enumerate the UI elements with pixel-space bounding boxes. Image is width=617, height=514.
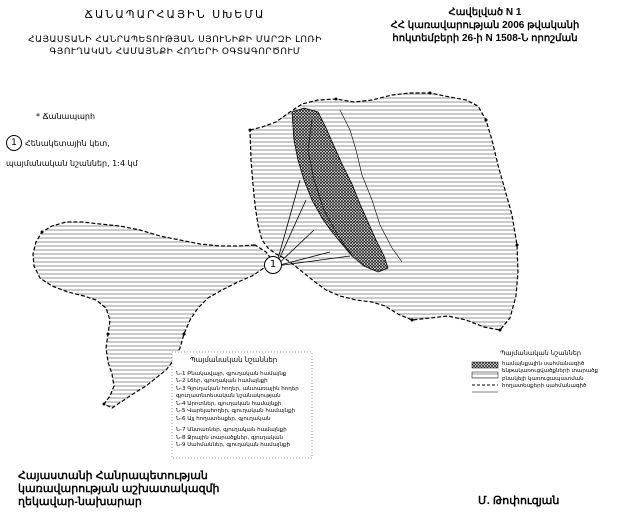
legend-marker-row (6, 135, 138, 151)
legend-item: Ն-5 Վարելահողեր, գյուղական համայնքի (176, 408, 296, 414)
legend-item: Ն-2 Լճեր, գյուղական համայնքի (176, 378, 268, 384)
legend-marker-icon: 1 (6, 135, 22, 151)
annex-number: Հավելված N 1 (448, 7, 522, 18)
legend-heading: * Ճանապարհ (36, 112, 96, 121)
annex-decree-date: հոկտեմբերի 26-ի N 1508-Ն որոշման (392, 33, 578, 44)
territory-east (250, 93, 518, 330)
legend-item: Ն-8 Ջրային տարածքներ, գյուղական (176, 434, 284, 441)
legend-item: հողատեսքերի սահմանագիծ (502, 383, 587, 389)
map-marker-number: 1 (269, 259, 277, 270)
map-subtitle-2: ԳՅՈՒՂԱԿԱՆ ՀԱՄԱՅՆՔԻ ՀՈՂԵՐԻ ՕԳՏԱԳՈՐԾՈՒՄ (49, 47, 301, 57)
footer-line: ղեկավար-նախարար (18, 496, 142, 508)
legend-marker-label: Հենակետային կետ, (25, 138, 110, 148)
legend-bl-heading: Պայմանական նշաններ (190, 356, 278, 364)
header-right (360, 6, 610, 45)
footer-line: կառավարության աշխատակազմի (18, 483, 220, 495)
annex-decree-line: ՀՀ կառավարության 2006 թվականի (390, 20, 580, 31)
legend-scale-label: պայմանական նշաններ, 1:4 կմ (6, 159, 138, 168)
legend-br-heading: Պայմանական նշաններ (500, 349, 582, 357)
legend-item: Ն-9 Սահմաններ, գյուղական համայնքի (176, 442, 290, 448)
map-subtitle-1: ՀԱՅԱՍՏԱՆԻ ՀԱՆՐԱՊԵՏՈՒԹՅԱՆ ՍՅՈՒՆԻՔԻ ՄԱՐԶԻ ԼՈՌԻ (28, 35, 322, 45)
legend-top (6, 112, 138, 168)
footer-line: Հայաստանի Հանրապետության (18, 470, 208, 482)
legend-item: Ն-1 Բնակավայր, գյուղական համայնք (176, 370, 287, 377)
legend-item: բնակելի կառուցապատման (502, 375, 584, 382)
map-title: ՃԱՆԱՊԱՐՀԱՅԻՆ ՍԽԵՄԱ (84, 8, 266, 21)
legend-item: Ն-7 Անտառներ, գյուղական համայնքի (176, 427, 287, 433)
legend-item: Ն-4 Արոտներ, գյուղական համայնքի (176, 400, 282, 407)
map-marker (264, 256, 282, 274)
legend-item: գյուղատնտեսական նշանակության (176, 393, 281, 399)
legend-item: համայնքային սահմանագիծ (502, 360, 585, 367)
legend-bottom-right (470, 350, 610, 391)
footer-left (18, 470, 220, 509)
legend-item: ենթակառուցվածքների տարածք (502, 368, 599, 374)
header-left (10, 8, 340, 57)
legend-item: Ն-6 Այլ հողատեսքեր, գյուղական (176, 415, 271, 422)
legend-bottom-left (176, 357, 310, 450)
footer-signature: Մ. Թոփուզյան (478, 495, 560, 507)
legend-item: Ն-3 Գյուղական հողեր, անտառային հողեր (176, 385, 299, 392)
